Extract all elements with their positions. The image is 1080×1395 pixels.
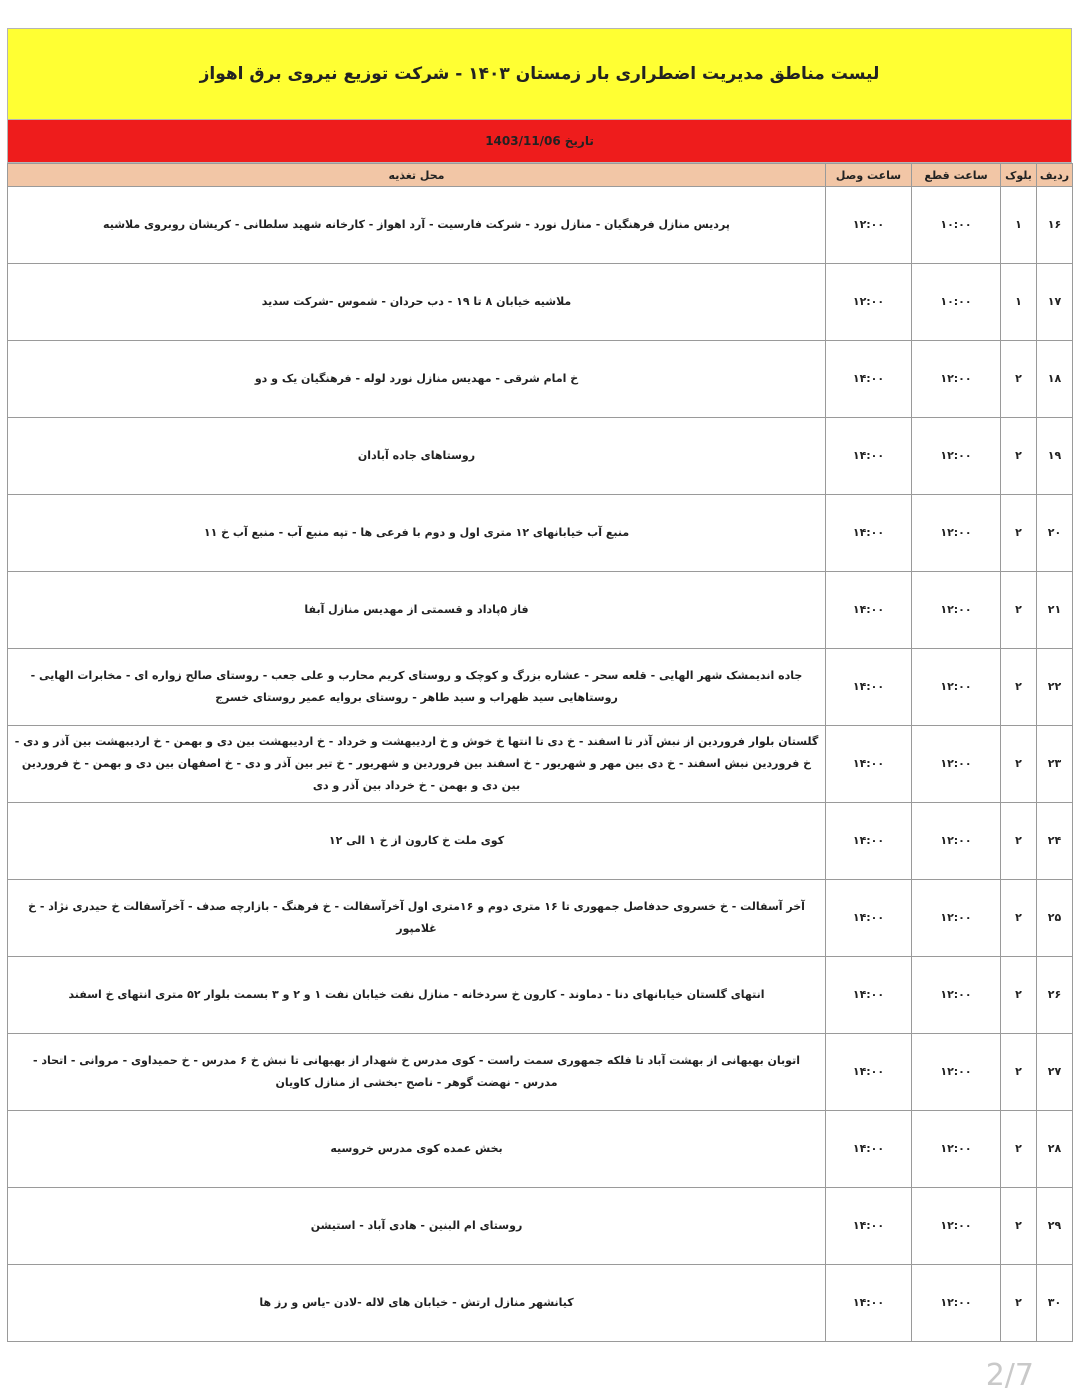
cell-cut-time: ۱۲:۰۰ (912, 880, 1001, 957)
cell-location: انتهای گلستان خیابانهای دنا - دماوند - کارون خ سردخانه - منازل نفت خیابان نفت ۱ و ۲ و ۳ بسمت بلوار ۵۲ متری انتهای خ اسفند (8, 957, 826, 1034)
cell-block: ۲ (1001, 341, 1037, 418)
cell-row-no: ۲۸ (1037, 1111, 1073, 1188)
cell-location: کیانشهر منازل ارتش - خیابان های لاله -لادن -یاس و رز ها (8, 1265, 826, 1342)
table-row (8, 1111, 1073, 1188)
cell-connect-time: ۱۴:۰۰ (826, 957, 912, 1034)
cell-block: ۲ (1001, 1034, 1037, 1111)
cell-row-no: ۲۹ (1037, 1188, 1073, 1265)
table-row (8, 1265, 1073, 1342)
cell-row-no: ۲۲ (1037, 649, 1073, 726)
cell-cut-time: ۱۲:۰۰ (912, 649, 1001, 726)
cell-block: ۲ (1001, 957, 1037, 1034)
table-row (8, 187, 1073, 264)
table-row (8, 880, 1073, 957)
cell-location: فاز ۵پاداد و قسمتی از مهدیس منازل آبفا (8, 572, 826, 649)
cell-cut-time: ۱۲:۰۰ (912, 418, 1001, 495)
table-row (8, 495, 1073, 572)
cell-location: بخش عمده کوی مدرس خروسیه (8, 1111, 826, 1188)
table-header-row (8, 164, 1073, 187)
cell-location: اتوبان بهبهانی از بهشت آباد تا فلکه جمهوری سمت راست - کوی مدرس خ شهدار از بهبهانی تا نبش خ ۶ مدرس - خ حمیداوی - مروانی - اتحاد - مدرس - نهضت گوهر - ناصح -بخشی از منازل کاویان (8, 1034, 826, 1111)
table-row (8, 264, 1073, 341)
cell-cut-time: ۱۰:۰۰ (912, 264, 1001, 341)
cell-connect-time: ۱۴:۰۰ (826, 1188, 912, 1265)
table-row (8, 957, 1073, 1034)
cell-location: جاده اندیمشک شهر الهایی - قلعه سحر - عشاره بزرگ و کوچک و روستای کریم محارب و علی جعب - روستای صالح زواره ای - مخابرات الهایی - روستاهایی سید ظهراب و سید طاهر - روستای بروایه عمیر روستای خسرج (8, 649, 826, 726)
cell-location: روستاهای جاده آبادان (8, 418, 826, 495)
cell-row-no: ۱۹ (1037, 418, 1073, 495)
outage-sheet (7, 28, 1072, 1342)
header-block: بلوک (1001, 164, 1037, 187)
cell-row-no: ۲۵ (1037, 880, 1073, 957)
table-row (8, 341, 1073, 418)
table-row (8, 726, 1073, 803)
cell-row-no: ۲۳ (1037, 726, 1073, 803)
cell-cut-time: ۱۲:۰۰ (912, 1188, 1001, 1265)
cell-location: خ امام شرقی - مهدیس منازل نورد لوله - فرهنگیان یک و دو (8, 341, 826, 418)
table-row (8, 803, 1073, 880)
cell-connect-time: ۱۲:۰۰ (826, 264, 912, 341)
cell-block: ۲ (1001, 1265, 1037, 1342)
cell-block: ۲ (1001, 803, 1037, 880)
page-number: 2/7 (985, 1358, 1034, 1393)
cell-connect-time: ۱۴:۰۰ (826, 341, 912, 418)
cell-cut-time: ۱۲:۰۰ (912, 341, 1001, 418)
cell-cut-time: ۱۲:۰۰ (912, 957, 1001, 1034)
cell-cut-time: ۱۲:۰۰ (912, 803, 1001, 880)
table-row (8, 1188, 1073, 1265)
cell-block: ۱ (1001, 187, 1037, 264)
cell-row-no: ۲۷ (1037, 1034, 1073, 1111)
cell-connect-time: ۱۴:۰۰ (826, 495, 912, 572)
cell-block: ۲ (1001, 572, 1037, 649)
cell-location: گلستان بلوار فروردین از نبش آذر تا اسفند - خ دی تا انتها خ خوش و خ اردیبهشت و خرداد - خ اردیبهشت بین دی و بهمن - خ اردیبهشت بین آذر و دی - خ فروردین نبش اسفند - خ دی بین مهر و شهریور - خ اسفند بین فروردین و شهریور - خ تیر بین آذر و دی - خ اصفهان بین دی و بهمن - خ فروردین بین دی و بهمن - خ خرداد بین آذر و دی (8, 726, 826, 803)
cell-cut-time: ۱۲:۰۰ (912, 1034, 1001, 1111)
cell-block: ۱ (1001, 264, 1037, 341)
date-banner (7, 120, 1072, 163)
header-connect-time: ساعت وصل (826, 164, 912, 187)
cell-location: کوی ملت خ کارون از خ ۱ الی ۱۲ (8, 803, 826, 880)
cell-cut-time: ۱۲:۰۰ (912, 1265, 1001, 1342)
cell-row-no: ۳۰ (1037, 1265, 1073, 1342)
cell-location: آخر آسفالت - خ خسروی حدفاصل جمهوری تا ۱۶ متری دوم و ۱۶متری اول آخرآسفالت - خ فرهنگ - بازارچه صدف - آخرآسفالت خ حیدری نژاد - خ غلامپور (8, 880, 826, 957)
cell-connect-time: ۱۴:۰۰ (826, 1034, 912, 1111)
cell-block: ۲ (1001, 418, 1037, 495)
cell-block: ۲ (1001, 1188, 1037, 1265)
date-label: تاریخ (564, 134, 594, 148)
cell-connect-time: ۱۴:۰۰ (826, 1265, 912, 1342)
cell-row-no: ۲۰ (1037, 495, 1073, 572)
table-row (8, 1034, 1073, 1111)
cell-location: منبع آب خیابانهای ۱۲ متری اول و دوم با فرعی ها - تپه منبع آب - منبع آب خ ۱۱ (8, 495, 826, 572)
cell-connect-time: ۱۲:۰۰ (826, 187, 912, 264)
cell-row-no: ۲۱ (1037, 572, 1073, 649)
cell-row-no: ۱۶ (1037, 187, 1073, 264)
cell-block: ۲ (1001, 649, 1037, 726)
cell-connect-time: ۱۴:۰۰ (826, 1111, 912, 1188)
header-location: محل تغذیه (8, 164, 826, 187)
cell-block: ۲ (1001, 880, 1037, 957)
table-row (8, 418, 1073, 495)
cell-location: پردیس منازل فرهنگیان - منازل نورد - شرکت فارسیت - آرد اهواز - کارخانه شهید سلطانی - کریشان روبروی ملاشیه (8, 187, 826, 264)
cell-connect-time: ۱۴:۰۰ (826, 803, 912, 880)
date-value: 1403/11/06 (485, 134, 561, 148)
cell-connect-time: ۱۴:۰۰ (826, 418, 912, 495)
cell-cut-time: ۱۲:۰۰ (912, 572, 1001, 649)
document-title: لیست مناطق مدیریت اضطراری بار زمستان ۱۴۰۳ - شرکت توزیع نیروی برق اهواز (7, 28, 1072, 120)
cell-location: روستای ام البنین - هادی آباد - استیشن (8, 1188, 826, 1265)
cell-connect-time: ۱۴:۰۰ (826, 649, 912, 726)
cell-row-no: ۲۴ (1037, 803, 1073, 880)
header-cut-time: ساعت قطع (912, 164, 1001, 187)
cell-block: ۲ (1001, 726, 1037, 803)
cell-row-no: ۱۸ (1037, 341, 1073, 418)
cell-connect-time: ۱۴:۰۰ (826, 572, 912, 649)
cell-block: ۲ (1001, 1111, 1037, 1188)
table-row (8, 572, 1073, 649)
cell-cut-time: ۱۲:۰۰ (912, 495, 1001, 572)
header-row-no: ردیف (1037, 164, 1073, 187)
table-row (8, 649, 1073, 726)
cell-row-no: ۱۷ (1037, 264, 1073, 341)
cell-connect-time: ۱۴:۰۰ (826, 726, 912, 803)
cell-row-no: ۲۶ (1037, 957, 1073, 1034)
cell-block: ۲ (1001, 495, 1037, 572)
cell-connect-time: ۱۴:۰۰ (826, 880, 912, 957)
cell-location: ملاشیه خیابان ۸ تا ۱۹ - دب حردان - شموس -شرکت سدید (8, 264, 826, 341)
cell-cut-time: ۱۲:۰۰ (912, 1111, 1001, 1188)
outage-table (7, 163, 1073, 1342)
cell-cut-time: ۱۲:۰۰ (912, 726, 1001, 803)
cell-cut-time: ۱۰:۰۰ (912, 187, 1001, 264)
